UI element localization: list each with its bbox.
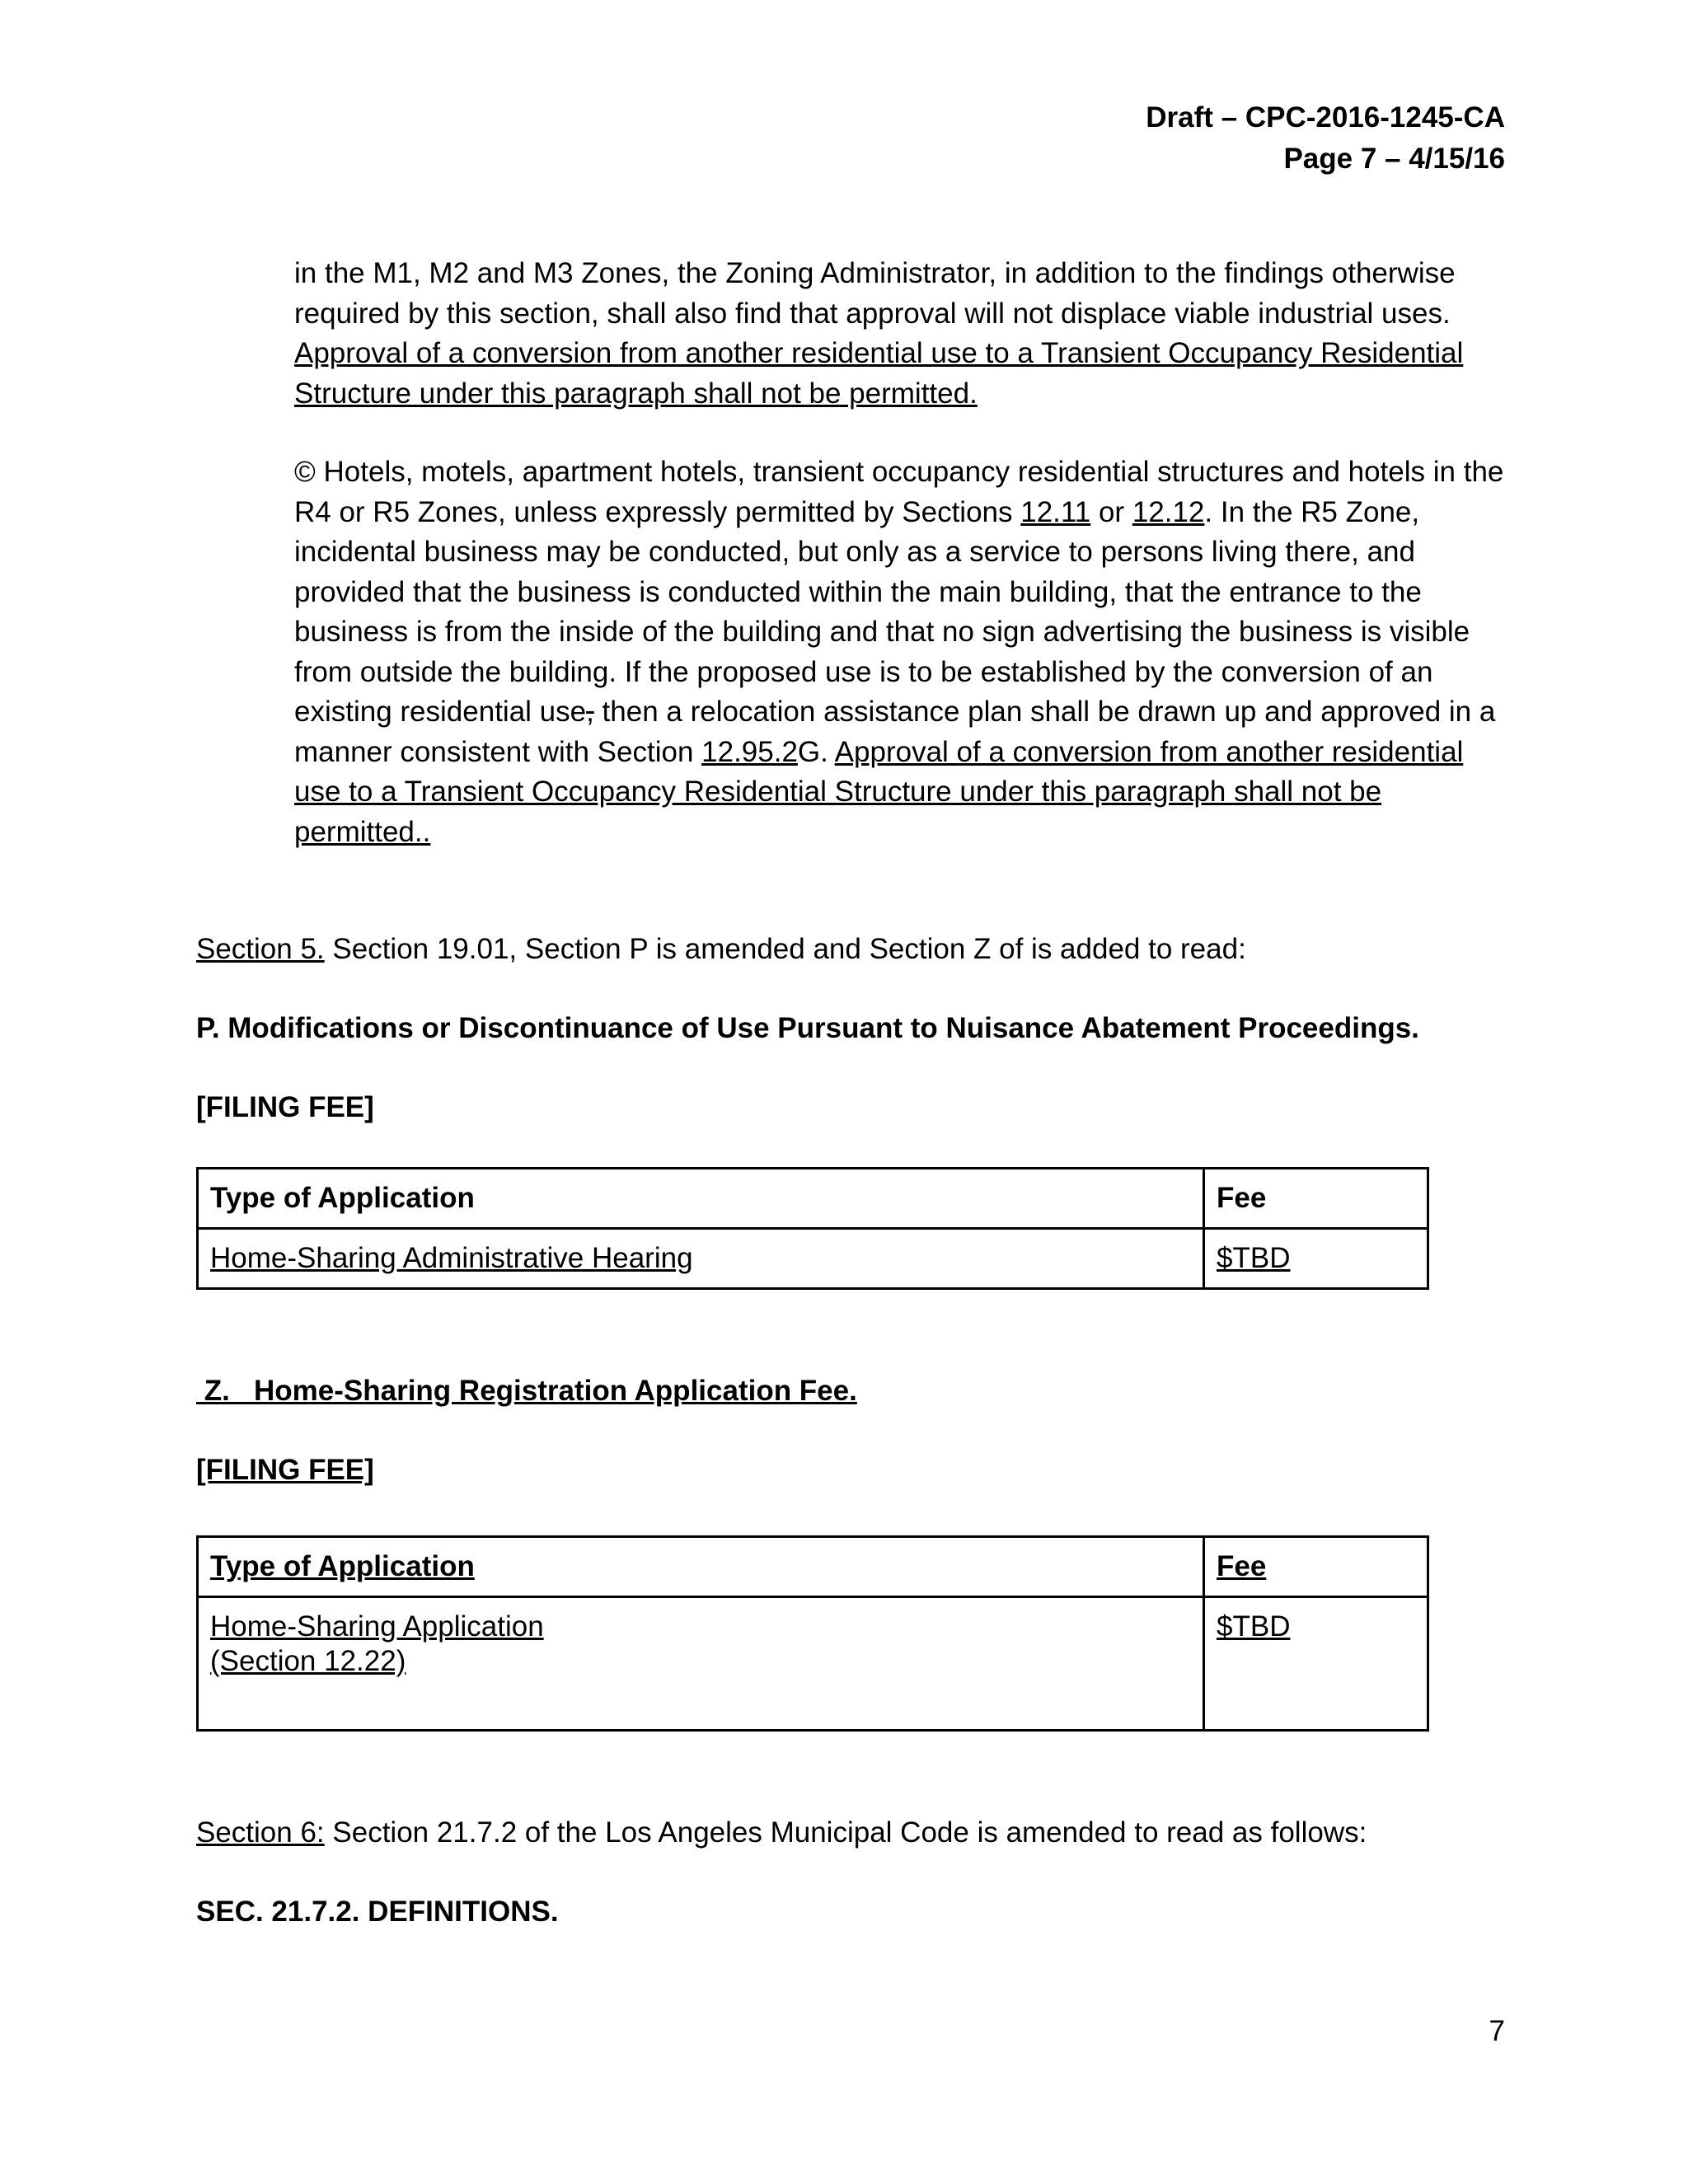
filing-fee-label: [FILING FEE]	[196, 1454, 374, 1486]
cell-application-type: Home-Sharing Administrative Hearing	[198, 1229, 1204, 1289]
cell-application-type	[198, 1597, 1204, 1731]
column-header-fee: Fee	[1204, 1169, 1428, 1229]
column-header-type: Type of Application	[198, 1537, 1204, 1597]
heading-p: P. Modifications or Discontinuance of Use Pursuant to Nuisance Abatement Proceedings.	[196, 1012, 1419, 1044]
table-row	[198, 1229, 1428, 1289]
table-row	[198, 1597, 1428, 1731]
column-header-type: Type of Application	[198, 1169, 1204, 1229]
cell-line: (Section 12.22)	[210, 1645, 406, 1677]
deleted-text: ,	[586, 696, 594, 728]
section-5-intro	[196, 930, 1515, 970]
section-6-intro	[196, 1813, 1515, 1854]
paragraph-text: © Hotels, motels, apartment hotels, transient occupancy residential structures and hotels in the R4 or R5 Zones, unless expressly permitted by Sections	[294, 456, 1504, 528]
page-number: 7	[1489, 2015, 1505, 2047]
filing-fee-label: [FILING FEE]	[196, 1091, 374, 1123]
paragraph-text: or	[1090, 495, 1132, 528]
table-header-row	[198, 1537, 1428, 1597]
column-header-fee: Fee	[1204, 1537, 1428, 1597]
header-page-date: Page 7 – 4/15/16	[1283, 143, 1505, 175]
section-6-text: Section 21.7.2 of the Los Angeles Municipal Code is amended to read as follows:	[324, 1816, 1367, 1849]
paragraph-text: G.	[797, 735, 835, 768]
sec-heading-definitions: SEC. 21.7.2. DEFINITIONS.	[196, 1896, 559, 1928]
section-5-text: Section 19.01, Section P is amended and Section Z of is added to read:	[324, 933, 1246, 965]
section-6-label: Section 6:	[196, 1816, 325, 1849]
cell-line: Home-Sharing Application	[210, 1610, 544, 1643]
added-text: Approval of a conversion from another residential use to a Transient Occupancy Residential Structure under this paragraph shall not be permitted..	[294, 735, 1464, 848]
section-link-12-11[interactable]: 12.11	[1020, 495, 1091, 528]
section-5-label: Section 5.	[196, 933, 325, 965]
paragraph-hotels	[294, 452, 1514, 852]
added-text: Approval of a conversion from another residential use to a Transient Occupancy Residential Structure under this paragraph shall not be permitted.	[294, 337, 1464, 410]
fee-table-nuisance	[196, 1167, 1429, 1290]
page-header	[1146, 97, 1505, 180]
cell-fee: $TBD	[1204, 1229, 1428, 1289]
cell-fee: $TBD	[1204, 1597, 1428, 1731]
paragraph-text: . In the R5 Zone, incidental business may be conducted, but only as a service to persons living there, and provided that the business is conducted within the main building, that the entrance to the business is from the inside of the building and that no sign advertising the business is visible from outside the building. If the proposed use is to be established by the conversion of an existing residential use	[294, 495, 1470, 728]
fee-table-home-sharing	[196, 1535, 1429, 1732]
paragraph-text: then a relocation assistance plan shall be drawn up and approved in a manner consistent with Section	[294, 696, 1496, 768]
section-link-12-95-2[interactable]: 12.95.2	[701, 735, 798, 768]
paragraph-m-zones	[294, 254, 1514, 414]
section-link-12-12[interactable]: 12.12	[1132, 495, 1205, 528]
table-header-row	[198, 1169, 1428, 1229]
header-doc-id: Draft – CPC-2016-1245-CA	[1146, 101, 1505, 134]
paragraph-text: in the M1, M2 and M3 Zones, the Zoning Administrator, in addition to the findings otherwise required by this section, shall also find that approval will not displace viable industrial uses.	[294, 257, 1456, 330]
heading-z: Z. Home-Sharing Registration Application Fee.	[196, 1375, 857, 1407]
